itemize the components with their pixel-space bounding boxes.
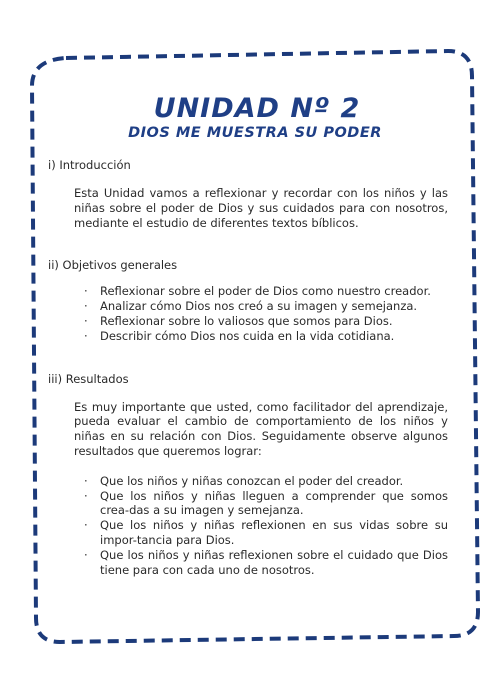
bullet-icon: · xyxy=(84,518,88,533)
results-paragraph: Es muy importante que usted, como facilitador del aprendizaje, pueda evaluar el cambio de comportamiento de los niños y niñas en su relación con Dios. Seguidamente observe algunos resultados que queremos lograr: xyxy=(74,399,448,458)
bullet-icon: · xyxy=(84,313,88,328)
objectives-list xyxy=(48,284,448,343)
objectives-heading: ii) Objetivos generales xyxy=(48,258,178,273)
results-heading: iii) Resultados xyxy=(48,371,129,386)
list-item: · Reflexionar sobre el poder de Dios como nuestro creador. xyxy=(84,284,431,299)
page-subtitle: DIOS ME MUESTRA SU PODER xyxy=(128,125,382,141)
list-item: · Que los niños y niñas reflexionen sobre el cuidado que Dios tiene para con cada uno de nosotros. xyxy=(84,547,448,577)
list-item: · Describir cómo Dios nos cuida en la vida cotidiana. xyxy=(84,328,395,343)
intro-heading: i) Introducción xyxy=(48,158,131,172)
list-item: · Reflexionar sobre lo valiosos que somos para Dios. xyxy=(84,313,393,328)
list-item: · Analizar cómo Dios nos creó a su imagen y semejanza. xyxy=(84,299,418,314)
bullet-icon: · xyxy=(84,299,88,314)
bullet-icon: · xyxy=(84,473,88,488)
list-item: · Que los niños y niñas reflexionen en sus vidas sobre su impor-tancia para Dios. xyxy=(84,518,448,547)
bullet-icon: · xyxy=(84,284,88,299)
intro-paragraph: Esta Unidad vamos a reflexionar y recordar con los niños y las niñas sobre el poder de Dios y sus cuidados para con nosotros, mediante el estudio de diferentes textos bíblicos. xyxy=(74,186,448,230)
page-title: UNIDAD Nº 2 xyxy=(153,93,361,124)
bullet-icon: · xyxy=(84,547,88,562)
page-content xyxy=(48,94,448,577)
list-item: · Que los niños y niñas conozcan el poder del creador. xyxy=(84,473,404,488)
bullet-icon: · xyxy=(84,488,88,503)
results-list xyxy=(48,474,448,578)
bullet-icon: · xyxy=(84,328,88,343)
list-item: · Que los niños y niñas lleguen a comprender que somos crea-das a su imagen y semejanza. xyxy=(84,488,448,518)
